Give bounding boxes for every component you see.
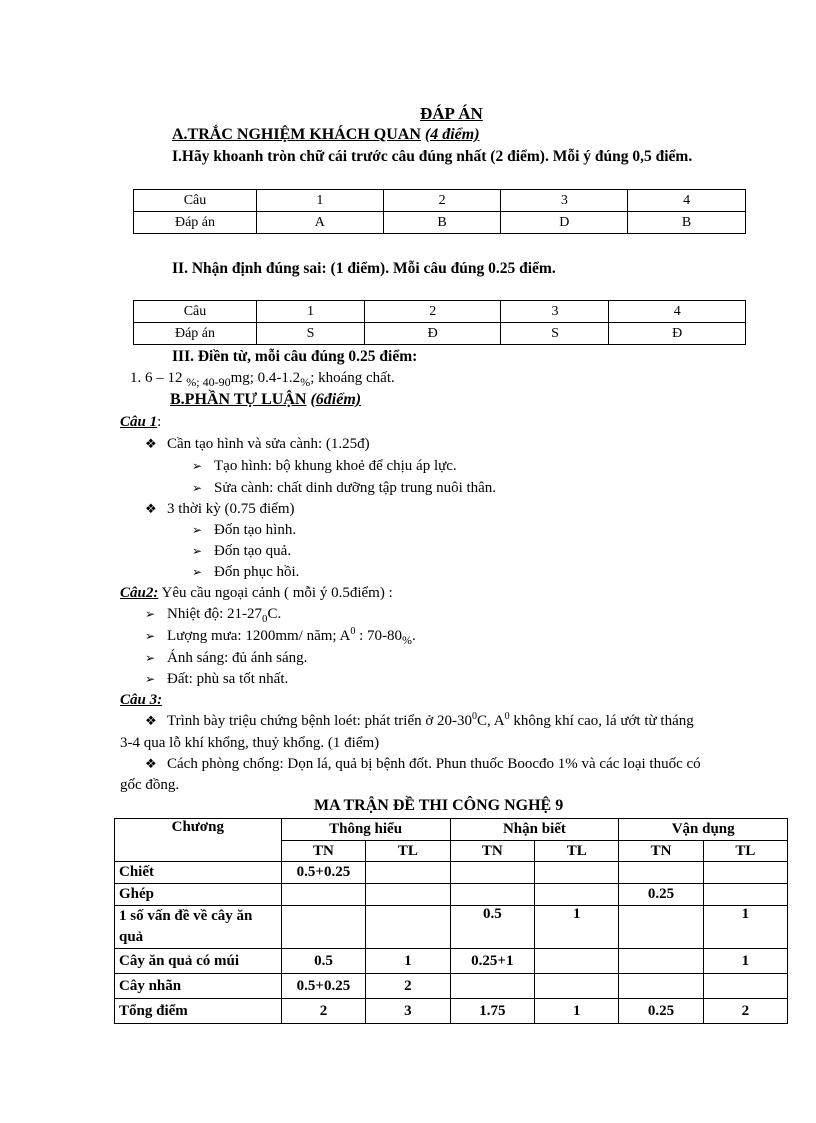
matrix-row-label: Ghép xyxy=(115,884,282,906)
table-cell: A xyxy=(257,212,384,234)
matrix-cell xyxy=(619,974,703,999)
matrix-cell: 0.25 xyxy=(619,999,703,1024)
matrix-subheader: TN xyxy=(450,841,535,862)
part1-answer-table xyxy=(133,189,746,234)
table-cell: Câu xyxy=(134,190,257,212)
matrix-cell: 1 xyxy=(535,999,619,1024)
cau1-sub-text: Đốn tạo hình. xyxy=(214,522,297,538)
table-row xyxy=(134,212,746,234)
cau1-sub-2 xyxy=(192,480,496,497)
matrix-subheader: TL xyxy=(703,841,787,862)
cau1-sub-3 xyxy=(192,522,296,539)
matrix-cell: 2 xyxy=(281,999,366,1024)
cau3-text: C, A xyxy=(477,713,505,729)
cau1-bullet-text: Cần tạo hình và sửa cành: (1.25đ) xyxy=(167,436,370,452)
matrix-row-label: Cây nhãn xyxy=(115,974,282,999)
matrix-cell xyxy=(450,974,535,999)
cau2-item-sup: 0 xyxy=(350,626,356,637)
cau1-heading xyxy=(120,414,161,431)
part3-answer-b: ; 40-90 xyxy=(196,375,231,389)
cau3-para-2-cont: gốc đồng. xyxy=(120,777,180,793)
part1-heading: I.Hãy khoanh tròn chữ cái trước câu đúng nhất (2 điểm). Mỗi ý đúng 0,5 điểm. xyxy=(172,148,693,165)
matrix-cell: 1 xyxy=(366,949,450,974)
matrix-row-label: Tổng điểm xyxy=(115,999,282,1024)
matrix-cell: 0.5 xyxy=(281,949,366,974)
matrix-cell: 1 xyxy=(703,906,787,949)
cau3-text: Cách phòng chống: Dọn lá, quả bị bệnh đốt. Phun thuốc Boocđo 1% và các loại thuốc có xyxy=(167,756,701,772)
table-cell: Đ xyxy=(609,323,746,345)
cau2-item-sub: 0 xyxy=(262,613,268,625)
cau1-sub-text: Đốn tạo quả. xyxy=(214,543,292,559)
matrix-cell xyxy=(703,884,787,906)
table-row xyxy=(115,819,788,841)
arrow-bullet-icon: ➢ xyxy=(145,651,156,665)
matrix-cell xyxy=(535,949,619,974)
cau1-sub-text: Đốn phục hồi. xyxy=(214,564,300,580)
section-a-label: A.TRẮC NGHIỆM KHÁCH QUAN xyxy=(172,126,421,143)
table-row xyxy=(115,862,788,884)
matrix-cell xyxy=(366,906,450,949)
matrix-cell: 0.5 xyxy=(450,906,535,949)
matrix-cell: 2 xyxy=(703,999,787,1024)
cau2-item-text-mid: : 70-80 xyxy=(355,628,403,644)
cau2-item-pct: % xyxy=(402,633,413,647)
cau3-text: Trình bày triệu chứng bệnh loét: phát triển ở 20-30 xyxy=(167,713,473,729)
table-cell: 1 xyxy=(257,301,365,323)
part3-heading: III. Điền từ, mỗi câu đúng 0.25 điểm: xyxy=(172,348,418,365)
diamond-bullet-icon: ❖ xyxy=(145,437,157,452)
arrow-bullet-icon: ➢ xyxy=(192,523,203,537)
arrow-bullet-icon: ➢ xyxy=(192,565,203,579)
table-cell: 3 xyxy=(501,190,628,212)
part3-answer xyxy=(130,370,395,387)
cau2-item-text-end: . xyxy=(412,628,416,644)
matrix-header-group: Thông hiểu xyxy=(281,819,450,841)
matrix-cell: 0.5+0.25 xyxy=(281,974,366,999)
cau1-sub-text: Tạo hình: bộ khung khoẻ để chịu áp lực. xyxy=(214,458,457,474)
cau1-sub-1 xyxy=(192,458,457,475)
diamond-bullet-icon: ❖ xyxy=(145,757,157,772)
matrix-cell xyxy=(535,884,619,906)
matrix-header-group: Nhận biết xyxy=(450,819,619,841)
arrow-bullet-icon: ➢ xyxy=(145,672,156,686)
cau3-sup: 0 xyxy=(472,711,478,722)
part2-heading: II. Nhận định đúng sai: (1 điểm). Mỗi câu đúng 0.25 điểm. xyxy=(172,260,556,277)
matrix-cell xyxy=(366,884,450,906)
matrix-cell xyxy=(450,884,535,906)
matrix-cell: 0.25+1 xyxy=(450,949,535,974)
matrix-cell xyxy=(281,906,366,949)
table-cell: D xyxy=(501,212,628,234)
table-cell: 4 xyxy=(628,190,746,212)
matrix-cell xyxy=(450,862,535,884)
cau3-label: Câu 3: xyxy=(120,692,163,708)
matrix-cell xyxy=(366,862,450,884)
cau1-label: Câu 1 xyxy=(120,414,158,430)
page-title: ĐÁP ÁN xyxy=(420,104,483,123)
matrix-cell: 3 xyxy=(366,999,450,1024)
part3-unit2: % xyxy=(300,375,311,389)
matrix-header-chuong: Chương xyxy=(115,819,282,862)
part3-answer-d: ; khoáng chất. xyxy=(310,370,395,386)
matrix-cell xyxy=(619,949,703,974)
table-row xyxy=(115,949,788,974)
cau3-sup: 0 xyxy=(504,711,510,722)
section-a-heading xyxy=(172,126,480,144)
cau2-item-2 xyxy=(145,628,416,645)
matrix-cell xyxy=(703,862,787,884)
cau1-bullet-text: 3 thời kỳ (0.75 điểm) xyxy=(167,501,295,517)
cau2-item-text: Đất: phù sa tốt nhất. xyxy=(167,671,289,687)
matrix-cell xyxy=(703,974,787,999)
table-cell: 2 xyxy=(383,190,501,212)
cau2-item-3 xyxy=(145,650,307,667)
table-cell: S xyxy=(501,323,609,345)
table-cell: 4 xyxy=(609,301,746,323)
matrix-cell: 0.5+0.25 xyxy=(281,862,366,884)
matrix-cell: 1 xyxy=(703,949,787,974)
table-row xyxy=(134,190,746,212)
matrix-subheader: TN xyxy=(619,841,703,862)
cau1-sub-5 xyxy=(192,564,299,581)
cau1-bullet-1 xyxy=(145,436,370,453)
section-b-score: (6điểm) xyxy=(310,391,362,408)
cau2-label: Câu2: xyxy=(120,585,159,601)
table-cell: 1 xyxy=(257,190,384,212)
table-row xyxy=(115,999,788,1024)
matrix-cell xyxy=(619,862,703,884)
table-cell: Đ xyxy=(364,323,501,345)
cau3-para-2 xyxy=(145,756,701,773)
matrix-cell xyxy=(535,974,619,999)
matrix-row-label: Cây ăn quả có múi xyxy=(115,949,282,974)
cau2-item-text-end: C. xyxy=(267,606,282,622)
cau3-para-1-cont: 3-4 qua lỗ khí khổng, thuỷ khổng. (1 điểm) xyxy=(120,735,380,751)
matrix-subheader: TL xyxy=(535,841,619,862)
matrix-row-label: 1 số vấn đề về cây ăn quả xyxy=(115,906,282,949)
matrix-cell: 0.25 xyxy=(619,884,703,906)
table-cell: S xyxy=(257,323,365,345)
matrix-subheader: TN xyxy=(281,841,366,862)
cau2-item-4 xyxy=(145,671,288,688)
matrix-cell: 1.75 xyxy=(450,999,535,1024)
matrix-cell: 1 xyxy=(535,906,619,949)
table-cell: Đáp án xyxy=(134,323,257,345)
matrix-row-label: Chiết xyxy=(115,862,282,884)
diamond-bullet-icon: ❖ xyxy=(145,502,157,517)
cau2-text: Yêu cầu ngoại cảnh ( mỗi ý 0.5điểm) : xyxy=(161,585,393,601)
cau2-heading xyxy=(120,585,393,602)
section-b-heading xyxy=(170,391,361,409)
part3-answer-c: mg; 0.4-1.2 xyxy=(230,370,301,386)
cau3-para-1 xyxy=(145,713,694,730)
section-b-label: B.PHẦN TỰ LUẬN xyxy=(170,391,307,408)
table-row xyxy=(134,323,746,345)
table-cell: 2 xyxy=(364,301,501,323)
arrow-bullet-icon: ➢ xyxy=(145,607,156,621)
matrix-title: MA TRẬN ĐỀ THI CÔNG NGHỆ 9 xyxy=(314,797,564,814)
part2-answer-table xyxy=(133,300,746,345)
cau3-text: không khí cao, lá ướt từ tháng xyxy=(509,713,694,729)
cau1-sub-text: Sửa cành: chất dinh dưỡng tập trung nuôi thân. xyxy=(214,480,497,496)
arrow-bullet-icon: ➢ xyxy=(192,544,203,558)
table-row xyxy=(134,301,746,323)
cau2-item-text: Ánh sáng: đủ ánh sáng. xyxy=(167,650,308,666)
matrix-cell: 2 xyxy=(366,974,450,999)
table-cell: B xyxy=(628,212,746,234)
table-row xyxy=(115,974,788,999)
cau1-bullet-2 xyxy=(145,501,295,518)
cau1-sub-4 xyxy=(192,543,291,560)
part3-unit1: % xyxy=(186,375,197,389)
matrix-cell xyxy=(281,884,366,906)
cau1-colon: : xyxy=(157,414,162,430)
matrix-cell xyxy=(535,862,619,884)
diamond-bullet-icon: ❖ xyxy=(145,714,157,729)
arrow-bullet-icon: ➢ xyxy=(192,481,203,495)
table-cell: Câu xyxy=(134,301,257,323)
cau2-item-text: Lượng mưa: 1200mm/ năm; A xyxy=(167,628,351,644)
table-cell: 3 xyxy=(501,301,609,323)
table-cell: Đáp án xyxy=(134,212,257,234)
table-row xyxy=(115,906,788,949)
arrow-bullet-icon: ➢ xyxy=(192,459,203,473)
cau2-item-1 xyxy=(145,606,281,623)
section-a-score: (4 điểm) xyxy=(424,126,480,143)
part3-answer-a: 1. 6 – 12 xyxy=(130,370,183,386)
matrix-subheader: TL xyxy=(366,841,450,862)
cau2-item-text: Nhiệt độ: 21-27 xyxy=(167,606,262,622)
matrix-header-group: Vận dụng xyxy=(619,819,788,841)
matrix-table xyxy=(114,818,788,1024)
matrix-cell xyxy=(619,906,703,949)
arrow-bullet-icon: ➢ xyxy=(145,629,156,643)
table-cell: B xyxy=(383,212,501,234)
table-row xyxy=(115,884,788,906)
